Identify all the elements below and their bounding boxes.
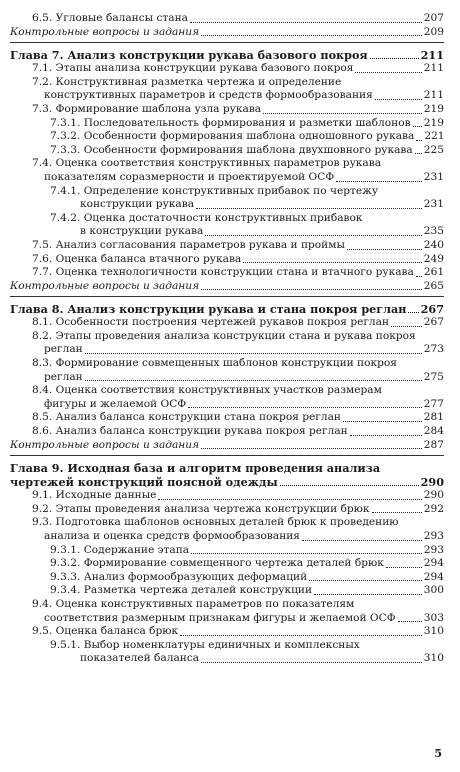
toc-item-7-4: показателям соразмерности и проектируемой ОСФ 231 — [44, 170, 444, 183]
toc-item-8-4-line1: 8.4. Оценка соответствия конструктивных участков размерам — [32, 384, 382, 397]
toc-item-8-1: 8.1. Особенности построения чертежей рукавов покроя реглан 267 — [32, 316, 444, 329]
page-number: 5 — [434, 747, 442, 760]
chapter-9-heading: чертежей конструкций поясной одежды 290 — [10, 475, 444, 490]
toc-item-7-4-line1: 7.4. Оценка соответствия конструктивных параметров рукава — [32, 157, 382, 170]
toc-item-7-2: конструктивных параметров и средств формообразования 211 — [44, 89, 444, 102]
toc-item-7-4-2-line1: 7.4.2. Оценка достаточности конструктивных прибавок — [50, 211, 363, 224]
toc-item-7-3-1: 7.3.1. Последовательность формирования и разметки шаблонов 219 — [50, 116, 444, 129]
dot-leader — [408, 312, 418, 313]
toc-item-9-3-line1: 9.3. Подготовка шаблонов основных деталей брюк к проведению — [32, 516, 399, 529]
toc-item-8-2-line1: 8.2. Этапы проведения анализа конструкции стана и рукава покроя — [32, 329, 416, 342]
dot-leader — [201, 35, 422, 36]
dot-leader — [370, 58, 419, 59]
toc-item-8-4: фигуры и желаемой ОСФ 277 — [44, 397, 444, 410]
chapter-divider — [10, 455, 444, 456]
toc-item-7-1: 7.1. Этапы анализа конструкции рукава базового покроя 211 — [32, 62, 444, 75]
toc-item-7-6: 7.6. Оценка баланса втачного рукава 249 — [32, 252, 444, 265]
toc-item-9-2: 9.2. Этапы проведения анализа чертежа конструкции брюк 292 — [32, 502, 444, 515]
chapter-8-heading: Глава 8. Анализ конструкции рукава и стана покроя реглан 267 — [10, 302, 444, 317]
toc-item-8-5: 8.5. Анализ баланса конструкции стана покроя реглан 281 — [32, 411, 444, 424]
toc-questions-ch7: Контрольные вопросы и задания 265 — [10, 279, 444, 292]
toc-item-7-3-3: 7.3.3. Особенности формирования шаблона двухшовного рукава 225 — [50, 143, 444, 156]
toc-item-8-3-line1: 8.3. Формирование совмещенных шаблонов конструкции покроя — [32, 357, 397, 370]
chapter-7-heading: Глава 7. Анализ конструкции рукава базового покроя 211 — [10, 48, 444, 63]
toc-item-7-3-2: 7.3.2. Особенности формирования шаблона одношовного рукава 221 — [50, 130, 445, 143]
toc-item-9-1: 9.1. Исходные данные 290 — [32, 489, 444, 502]
toc-item-9-3-1: 9.3.1. Содержание этапа 293 — [50, 543, 444, 556]
toc-item-6-5: 6.5. Угловые балансы стана 207 — [32, 12, 444, 24]
toc-item-9-5-1: показателей баланса 310 — [80, 652, 444, 665]
toc-item-9-5: 9.5. Оценка баланса брюк 310 — [32, 625, 444, 638]
toc-item-9-4-line1: 9.4. Оценка конструктивных параметров по показателям — [32, 597, 355, 610]
toc-item-8-6: 8.6. Анализ баланса конструкции рукава покроя реглан 284 — [32, 425, 444, 438]
chapter-9-heading-line1: Глава 9. Исходная база и алгоритм проведения анализа — [10, 461, 381, 476]
dot-leader — [280, 485, 419, 486]
toc-item-9-5-1-line1: 9.5.1. Выбор номенклатуры единичных и комплексных — [50, 638, 360, 651]
toc-item-9-3-3: 9.3.3. Анализ формообразующих деформаций 294 — [50, 570, 444, 583]
toc-item-7-4-2: в конструкции рукава 235 — [80, 225, 444, 238]
toc-item-7-2-line1: 7.2. Конструктивная разметка чертежа и определение — [32, 75, 342, 88]
chapter-divider — [10, 42, 444, 43]
table-of-contents — [10, 12, 444, 666]
toc-item-7-7: 7.7. Оценка технологичности конструкции стана и втачного рукава 261 — [32, 266, 445, 279]
toc-item-7-5: 7.5. Анализ согласования параметров рукава и проймы 240 — [32, 238, 444, 251]
toc-item-8-3: реглан 275 — [44, 370, 444, 383]
toc-item-7-4-1: конструкции рукава 231 — [80, 198, 444, 211]
toc-questions-ch8: Контрольные вопросы и задания 287 — [10, 438, 444, 451]
chapter-divider — [10, 296, 444, 297]
toc-item-9-3-4: 9.3.4. Разметка чертежа деталей конструкции 300 — [50, 584, 444, 597]
toc-questions-ch6: Контрольные вопросы и задания 209 — [10, 25, 444, 38]
toc-item-7-3: 7.3. Формирование шаблона узла рукава 219 — [32, 102, 444, 115]
toc-item-9-3-2: 9.3.2. Формирование совмещенного чертежа деталей брюк 294 — [50, 557, 444, 570]
toc-item-7-4-1-line1: 7.4.1. Определение конструктивных прибавок по чертежу — [50, 184, 379, 197]
dot-leader — [190, 22, 422, 23]
toc-item-8-2: реглан 273 — [44, 343, 444, 356]
toc-item-9-3: анализа и оценка средств формообразования 293 — [44, 530, 444, 542]
toc-item-9-4: соответствия размерным признакам фигуры и желаемой ОСФ 303 — [44, 611, 444, 624]
